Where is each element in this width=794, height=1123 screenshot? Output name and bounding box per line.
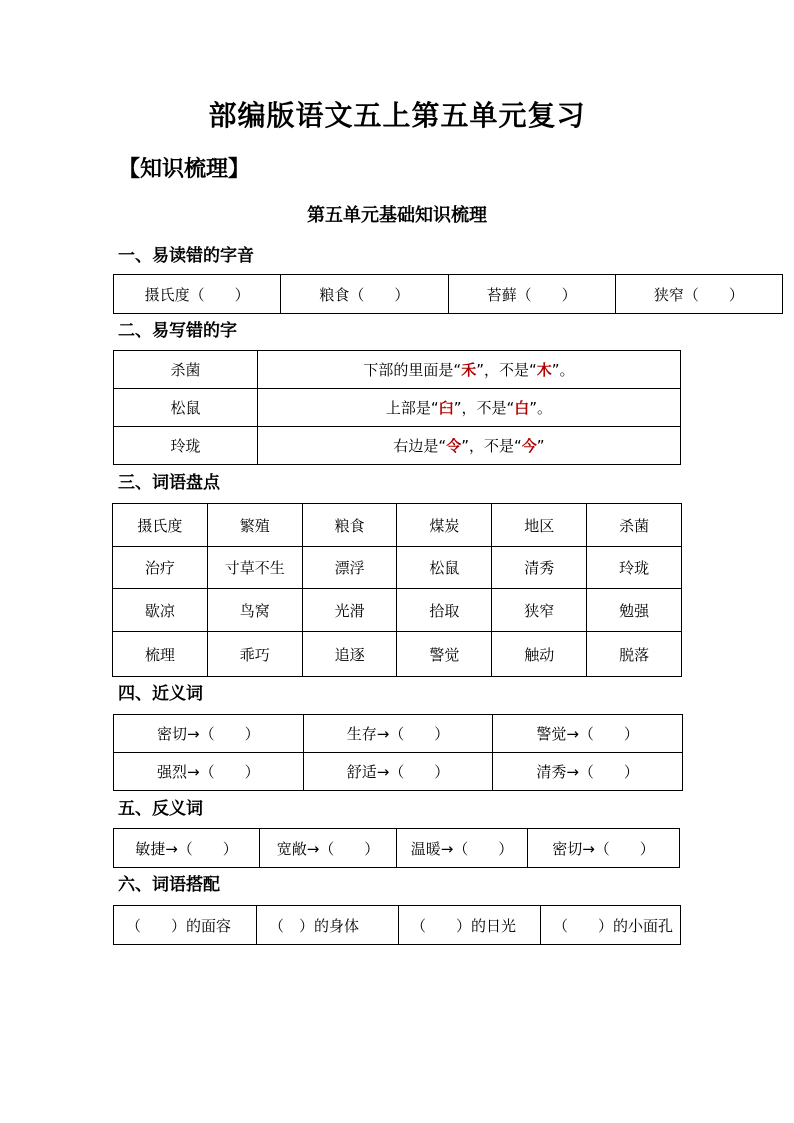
collocation-cell: （ ）的日光 — [399, 906, 541, 945]
synonym-cell: 密切→（ ） — [114, 715, 304, 753]
wrong-char: 今 — [521, 437, 537, 455]
section-subtitle: 第五单元基础知识梳理 — [307, 205, 487, 226]
synonym-cell: 舒适→（ ） — [303, 753, 493, 791]
table-row — [113, 504, 682, 547]
vocab-cell: 玲珑 — [587, 547, 682, 589]
synonym-cell: 警觉→（ ） — [493, 715, 683, 753]
vocab-cell: 勉强 — [587, 589, 682, 632]
vocab-cell: 粮食 — [302, 504, 397, 547]
pronunciation-table — [113, 274, 783, 314]
table-row — [114, 715, 683, 753]
vocab-cell: 拾取 — [397, 589, 492, 632]
collocation-cell: （ ）的身体 — [257, 906, 399, 945]
note-text: 下部的里面是“ — [363, 361, 462, 379]
vocab-cell: 歇凉 — [113, 589, 208, 632]
pronunciation-cell: 摄氏度（ ） — [114, 275, 281, 314]
vocab-cell: 松鼠 — [397, 547, 492, 589]
vocab-cell: 乖巧 — [207, 632, 302, 677]
section-4-heading: 四、近义词 — [118, 684, 203, 704]
vocab-cell: 狭窄 — [492, 589, 587, 632]
synonym-cell: 强烈→（ ） — [114, 753, 304, 791]
table-row — [113, 632, 682, 677]
wrong-char: 木 — [536, 361, 552, 379]
antonym-cell: 宽敞→（ ） — [260, 829, 397, 868]
knowledge-heading: 【知识梳理】 — [118, 157, 251, 182]
section-5-heading: 五、反义词 — [118, 799, 203, 819]
word-cell: 杀菌 — [114, 351, 258, 389]
antonym-cell: 密切→（ ） — [528, 829, 680, 868]
vocab-cell: 摄氏度 — [113, 504, 208, 547]
vocab-cell: 光滑 — [302, 589, 397, 632]
pronunciation-cell: 狭窄（ ） — [615, 275, 782, 314]
table-row — [114, 427, 681, 465]
pronunciation-cell: 粮食（ ） — [281, 275, 448, 314]
collocation-cell: （ ）的面容 — [114, 906, 257, 945]
correct-char: 禾 — [461, 361, 477, 379]
synonym-table — [113, 714, 683, 791]
table-row — [114, 389, 681, 427]
wrong-char: 白 — [514, 399, 530, 417]
note-cell — [258, 351, 681, 389]
section-6-heading: 六、词语搭配 — [118, 875, 220, 895]
vocab-cell: 清秀 — [492, 547, 587, 589]
collocation-table — [113, 905, 681, 945]
synonym-cell: 生存→（ ） — [303, 715, 493, 753]
writing-table — [113, 350, 681, 465]
table-row — [113, 547, 682, 589]
antonym-table — [113, 828, 680, 868]
vocab-cell: 漂浮 — [302, 547, 397, 589]
section-3-heading: 三、词语盘点 — [118, 473, 220, 493]
correct-char: 令 — [446, 437, 462, 455]
word-cell: 松鼠 — [114, 389, 258, 427]
word-cell: 玲珑 — [114, 427, 258, 465]
vocab-cell: 梳理 — [113, 632, 208, 677]
note-text: ”。 — [529, 399, 553, 417]
vocab-cell: 警觉 — [397, 632, 492, 677]
synonym-cell: 清秀→（ ） — [493, 753, 683, 791]
vocab-cell: 追逐 — [302, 632, 397, 677]
section-1-heading: 一、易读错的字音 — [118, 246, 254, 266]
note-cell — [258, 389, 681, 427]
collocation-cell: （ ）的小面孔 — [541, 906, 681, 945]
note-text: 上部是“ — [385, 399, 439, 417]
vocab-cell: 治疗 — [113, 547, 208, 589]
vocabulary-table — [112, 503, 682, 677]
vocab-cell: 脱落 — [587, 632, 682, 677]
note-cell — [258, 427, 681, 465]
page-title: 部编版语文五上第五单元复习 — [208, 99, 586, 132]
vocab-cell: 繁殖 — [207, 504, 302, 547]
note-text: ”，不是“ — [453, 399, 515, 417]
note-text: ”，不是“ — [476, 361, 537, 379]
vocab-cell: 寸草不生 — [207, 547, 302, 589]
table-row — [114, 753, 683, 791]
antonym-cell: 敏捷→（ ） — [114, 829, 260, 868]
correct-char: 臼 — [438, 399, 454, 417]
note-text: ” — [536, 437, 545, 455]
note-text: 右边是“ — [393, 437, 447, 455]
table-row — [113, 589, 682, 632]
note-text: ”。 — [551, 361, 575, 379]
vocab-cell: 地区 — [492, 504, 587, 547]
table-row — [114, 351, 681, 389]
pronunciation-cell: 苔藓（ ） — [448, 275, 615, 314]
note-text: ”，不是“ — [461, 437, 522, 455]
vocab-cell: 鸟窝 — [207, 589, 302, 632]
vocab-cell: 煤炭 — [397, 504, 492, 547]
vocab-cell: 杀菌 — [587, 504, 682, 547]
antonym-cell: 温暖→（ ） — [397, 829, 528, 868]
section-2-heading: 二、易写错的字 — [118, 321, 237, 341]
vocab-cell: 触动 — [492, 632, 587, 677]
